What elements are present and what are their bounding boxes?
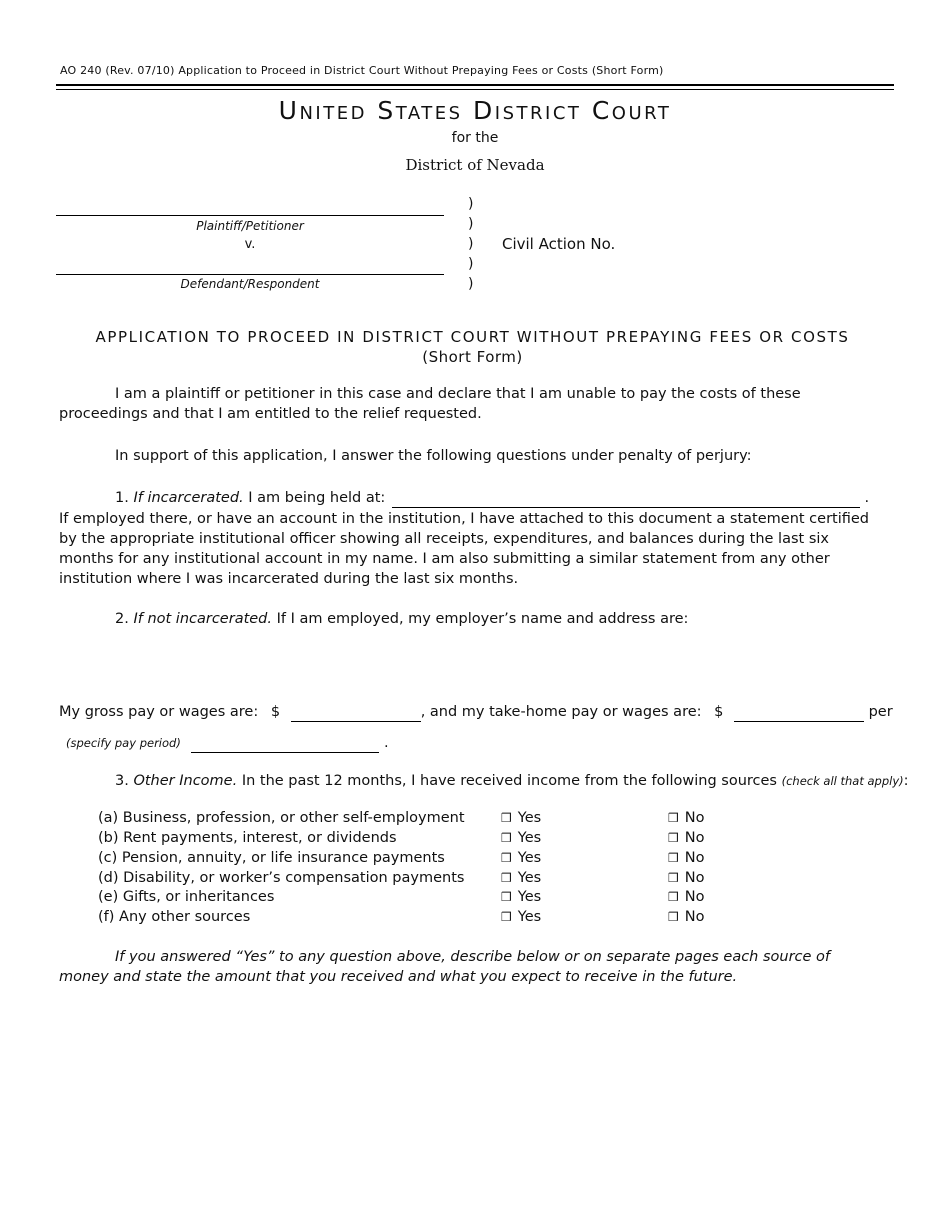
take-home-pay-field[interactable] [734,705,864,722]
checkbox-icon[interactable]: ❒ [668,831,679,845]
income-source-label: (f) Any other sources [98,909,251,925]
institution-field[interactable] [392,491,860,508]
no-label: No [684,830,705,846]
pay-period-field[interactable] [191,736,379,753]
checkbox-icon[interactable]: ❒ [501,811,512,825]
pay-line [59,702,893,722]
checkbox-icon[interactable]: ❒ [501,871,512,885]
income-source-e-no[interactable] [668,887,704,907]
caption-paren: ) [468,216,474,232]
form-identifier: AO 240 (Rev. 07/10) Application to Proceed in District Court Without Prepaying Fees or Costs (Short Form) [60,64,664,77]
support-paragraph: In support of this application, I answer the following questions under penalty of perjury: [115,448,752,464]
question-3-label: Other Income. [133,773,238,789]
court-title: United States District Court [278,96,672,125]
income-source-label: (d) Disability, or worker’s compensation payments [98,870,465,886]
income-source-d-yes[interactable] [501,868,541,888]
income-source-f-yes[interactable] [501,907,541,927]
dollar-sign: $ [714,704,724,720]
income-source-f-no[interactable] [668,907,704,927]
plaintiff-label: Plaintiff/Petitioner [196,219,304,233]
gross-pay-label: My gross pay or wages are: [59,704,259,720]
header-rule-thick [56,84,894,86]
checkbox-icon[interactable]: ❒ [668,871,679,885]
question-1-end: . [864,490,870,506]
checkbox-icon[interactable]: ❒ [501,831,512,845]
versus-text: v. [244,237,256,252]
checkbox-icon[interactable]: ❒ [501,890,512,904]
question-3-colon: : [903,773,909,789]
no-label: No [684,909,705,925]
question-1-number: 1. [115,490,129,506]
for-the-text: for the [451,130,499,146]
yes-label: Yes [517,810,542,826]
checkbox-icon[interactable]: ❒ [501,910,512,924]
checkbox-icon[interactable]: ❒ [668,890,679,904]
no-label: No [684,870,705,886]
income-source-d-no[interactable] [668,868,704,888]
income-source-e-yes[interactable] [501,887,541,907]
take-home-label: , and my take-home pay or wages are: [420,704,702,720]
question-2-text: If I am employed, my employer’s name and address are: [276,611,689,627]
district-name: District of Nevada [405,156,545,174]
yes-label: Yes [517,909,542,925]
gross-pay-field[interactable] [291,705,421,722]
question-3-line [115,771,909,791]
header-rule-thin [56,89,894,90]
income-source-label: (e) Gifts, or inheritances [98,889,275,905]
pay-period-label: (specify pay period) [66,736,181,750]
no-label: No [684,810,705,826]
caption-paren: ) [468,276,474,292]
no-label: No [684,889,705,905]
checkbox-icon[interactable]: ❒ [668,851,679,865]
income-source-label: (a) Business, profession, or other self-employment [98,810,465,826]
income-source-label: (b) Rent payments, interest, or dividends [98,830,397,846]
application-subtitle: (Short Form) [422,348,523,366]
question-1-label: If incarcerated. [133,490,244,506]
defendant-label: Defendant/Respondent [180,277,320,291]
dollar-sign: $ [270,704,281,720]
yes-instructions: If you answered “Yes” to any question above, describe below or on separate pages each source of money and state the amount that you received and what you expect to receive in the future. [59,949,831,985]
no-label: No [684,850,705,866]
income-source-a-no[interactable] [668,808,704,828]
civil-action-label: Civil Action No. [502,235,616,253]
income-source-b-yes[interactable] [501,828,541,848]
question-3-number: 3. [115,773,129,789]
pay-period-line [66,733,466,753]
income-source-b-no[interactable] [668,828,704,848]
income-source-label: (c) Pension, annuity, or life insurance payments [98,850,445,866]
checkbox-icon[interactable]: ❒ [668,811,679,825]
per-label: per [868,704,893,720]
application-title: APPLICATION TO PROCEED IN DISTRICT COURT WITHOUT PREPAYING FEES OR COSTS [95,328,850,346]
question-1-line [115,488,875,508]
checkbox-icon[interactable]: ❒ [668,910,679,924]
question-1-text: I am being held at: [248,490,386,506]
question-2-label: If not incarcerated. [133,611,272,627]
income-source-a-yes[interactable] [501,808,541,828]
question-2-number: 2. [115,611,129,627]
caption-paren: ) [468,236,474,252]
declaration-paragraph: I am a plaintiff or petitioner in this case and declare that I am unable to pay the costs of these proceedings and that I am entitled to the relief requested. [59,386,801,422]
income-source-c-yes[interactable] [501,848,541,868]
plaintiff-line[interactable] [56,215,444,216]
pay-period-end: . [384,735,389,751]
question-1-detail: If employed there, or have an account in the institution, I have attached to this document a statement certified by the appropriate institutional officer showing all receipts, expenditures, and balances during the last six months for any institutional account in my name. I am also submitting a similar statement from any other institution where I was incarcerated during the last six months. [59,511,870,587]
yes-label: Yes [517,889,542,905]
yes-label: Yes [517,830,542,846]
defendant-line[interactable] [56,274,444,275]
yes-label: Yes [517,850,542,866]
question-3-text: In the past 12 months, I have received income from the following sources [241,773,777,789]
checkbox-icon[interactable]: ❒ [501,851,512,865]
question-3-note: (check all that apply) [781,774,904,788]
caption-paren: ) [468,256,474,272]
yes-label: Yes [517,870,542,886]
question-2-line [115,609,875,629]
caption-paren: ) [468,196,474,212]
income-source-c-no[interactable] [668,848,704,868]
